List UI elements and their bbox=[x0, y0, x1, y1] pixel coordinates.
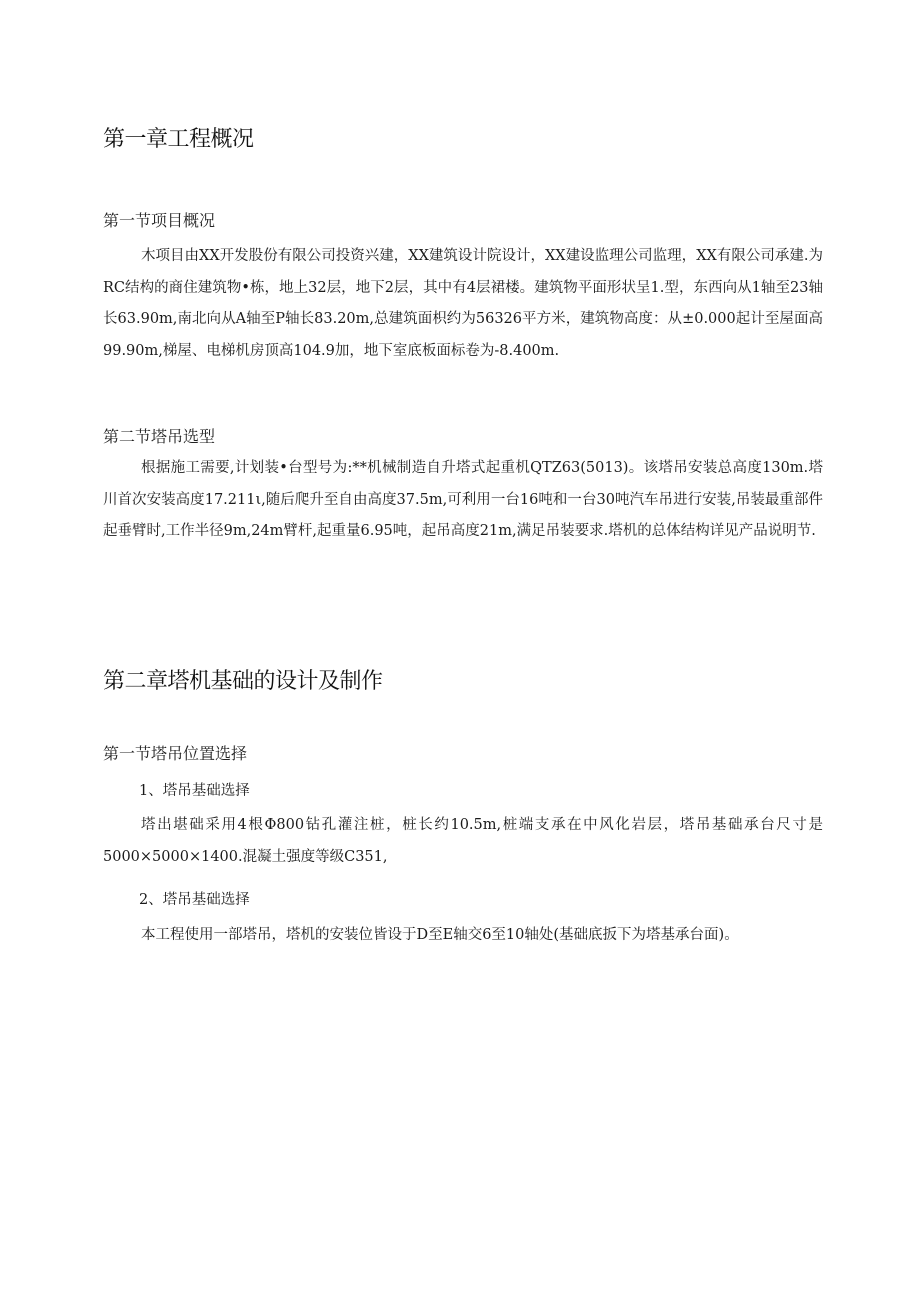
chapter-1-title: 第一章工程概况 bbox=[103, 127, 254, 152]
chapter-1-section-1-title: 第一节项目概况 bbox=[103, 211, 216, 230]
crane-foundation-paragraph: 塔出堪础采用4根Φ800钻孔灌注桩，桩长约10.5m,桩端支承在中风化岩层，塔吊基础承台尺寸是5000×5000×1400.混凝土强度等级C351, bbox=[103, 817, 823, 865]
subsection-2-title: 2、塔吊基础选择 bbox=[139, 892, 250, 908]
project-overview-paragraph: 木项目由XX开发股份有限公司投资兴建，XX建筑设计院设计，XX建设监理公司监理，XX有限公司承建.为RC结构的商住建筑物•栋，地上32层，地下2层，其中有4层裙楼。建筑物平面形状呈1.型，东西向从1轴至23轴长63.90m,南北向从A轴至P轴长83.20m,总建筑面枳约为56326平方米，建筑物高度：从±0.000起计至屋面高99.90m,梯屋、电梯机房顶高104.9加，地下室底板面标卷为-8.400m. bbox=[103, 248, 823, 359]
tower-crane-selection-paragraph: 根据施工需要,计划装•台型号为:**机械制造自升塔式起重机QTZ63(5013)。该塔吊安装总高度130m.塔川首次安装高度17.211ι,随后爬升至自由高度37.5m,可利用一台16吨和一台30吨汽车吊进行安装,吊装最重部件起垂臂时,工作半径9m,24m臂杆,起重量6.95吨，起吊高度21m,满足吊装要求.塔机的总体结构详见产品说明节. bbox=[103, 460, 823, 539]
chapter-2-section-1-title: 第一节塔吊位置选择 bbox=[103, 744, 248, 763]
crane-location-paragraph: 本工程使用一部塔吊，塔机的安装位皆设于D至E轴交6至10轴处(基础底扳下为塔基承台面)。 bbox=[141, 927, 739, 943]
subsection-1-title: 1、塔吊基础选择 bbox=[139, 783, 250, 799]
chapter-1-section-2-title: 第二节塔吊选型 bbox=[103, 427, 216, 446]
chapter-2-title: 第二章塔机基础的设计及制作 bbox=[103, 669, 383, 694]
